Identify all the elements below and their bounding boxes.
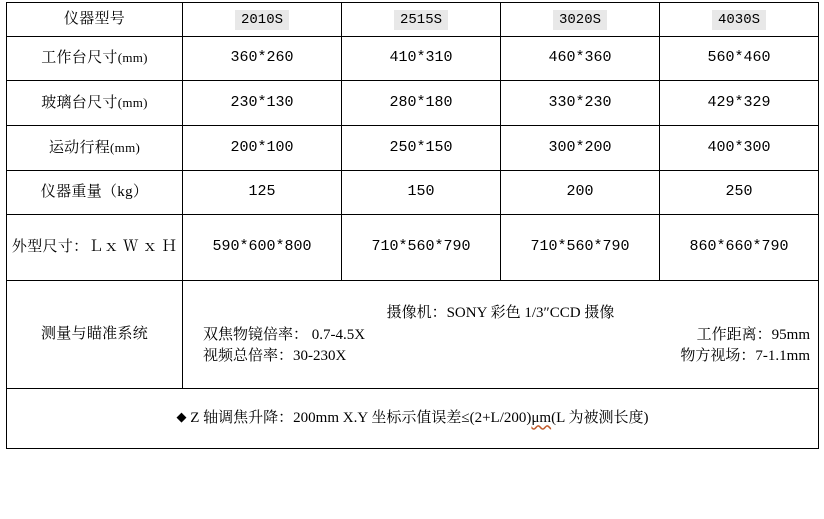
table-row-footnote	[7, 389, 819, 449]
cell-worktable-3020s: 460*360	[501, 37, 660, 81]
footnote-highlight-unit: μm	[531, 410, 552, 427]
header-label-2010s: 2010S	[235, 10, 289, 31]
table-header-row	[7, 3, 819, 37]
table-row	[7, 171, 819, 215]
specification-table	[6, 2, 819, 449]
header-label-3020s: 3020S	[553, 10, 607, 31]
cell-dimensions-2010s: 590*600*800	[183, 215, 342, 281]
table-row	[7, 37, 819, 81]
cell-glass-2010s: 230*130	[183, 81, 342, 126]
header-cell-model: 仪器型号	[7, 3, 183, 37]
bullet-diamond-icon: ◆	[176, 409, 187, 425]
cell-dimensions-3020s: 710*560*790	[501, 215, 660, 281]
cell-weight-2010s: 125	[183, 171, 342, 215]
table-row	[7, 81, 819, 126]
spec-sheet	[0, 2, 824, 519]
cell-dimensions-4030s: 860*660*790	[660, 215, 819, 281]
cell-dimensions-2515s: 710*560*790	[342, 215, 501, 281]
header-cell-2515s	[342, 3, 501, 37]
cell-travel-2515s: 250*150	[342, 126, 501, 171]
object-field-of-view: 物方视场：7-1.1mm	[680, 347, 810, 364]
cell-weight-2515s: 150	[342, 171, 501, 215]
row-label-glass-stage-size	[7, 81, 183, 126]
cell-worktable-4030s: 560*460	[660, 37, 819, 81]
row-label-unit: (mm)	[117, 50, 148, 66]
camera-spec-line: 摄像机：SONY 彩色 1/3″CCD 摄像	[386, 305, 615, 322]
row-label-unit: (mm)	[110, 139, 141, 155]
working-distance: 工作距离：95mm	[696, 327, 810, 344]
footnote-text-after: (L 为被测长度)	[551, 410, 649, 427]
cell-worktable-2010s: 360*260	[183, 37, 342, 81]
measurement-line-2	[185, 346, 816, 366]
footnote-cell	[7, 389, 819, 449]
cell-glass-3020s: 330*230	[501, 81, 660, 126]
row-label-worktable-size	[7, 37, 183, 81]
row-label-unit: (mm)	[117, 94, 148, 110]
cell-glass-2515s: 280*180	[342, 81, 501, 126]
row-label-travel	[7, 126, 183, 171]
cell-weight-3020s: 200	[501, 171, 660, 215]
header-label-4030s: 4030S	[712, 10, 766, 31]
table-row	[7, 126, 819, 171]
table-row	[7, 215, 819, 281]
cell-travel-4030s: 400*300	[660, 126, 819, 171]
cell-travel-2010s: 200*100	[183, 126, 342, 171]
cell-travel-3020s: 300*200	[501, 126, 660, 171]
header-cell-3020s	[501, 3, 660, 37]
footnote-text-before: Z 轴调焦升降：200mm X.Y 坐标示值误差≤(2+L/200)	[186, 410, 532, 427]
cell-worktable-2515s: 410*310	[342, 37, 501, 81]
row-label-text: 运动行程	[48, 139, 111, 156]
row-label-weight: 仪器重量（kg）	[7, 171, 183, 215]
header-cell-2010s	[183, 3, 342, 37]
objective-magnification: 双焦物镜倍率： 0.7-4.5X	[203, 327, 366, 344]
row-label-dimensions: 外型尺寸：Ｌｘ Ｗ ｘ Ｈ	[7, 215, 183, 281]
measurement-system-details	[183, 281, 819, 389]
cell-weight-4030s: 250	[660, 171, 819, 215]
video-total-magnification: 视频总倍率：30-230X	[203, 347, 347, 364]
header-cell-4030s	[660, 3, 819, 37]
cell-glass-4030s: 429*329	[660, 81, 819, 126]
table-row-measurement-system	[7, 281, 819, 389]
measurement-line-1	[185, 325, 816, 345]
row-label-text: 玻璃台尺寸	[41, 94, 118, 111]
header-label-2515s: 2515S	[394, 10, 448, 31]
row-label-text: 工作台尺寸	[41, 50, 118, 67]
row-label-measurement-system: 测量与瞄准系统	[7, 281, 183, 389]
